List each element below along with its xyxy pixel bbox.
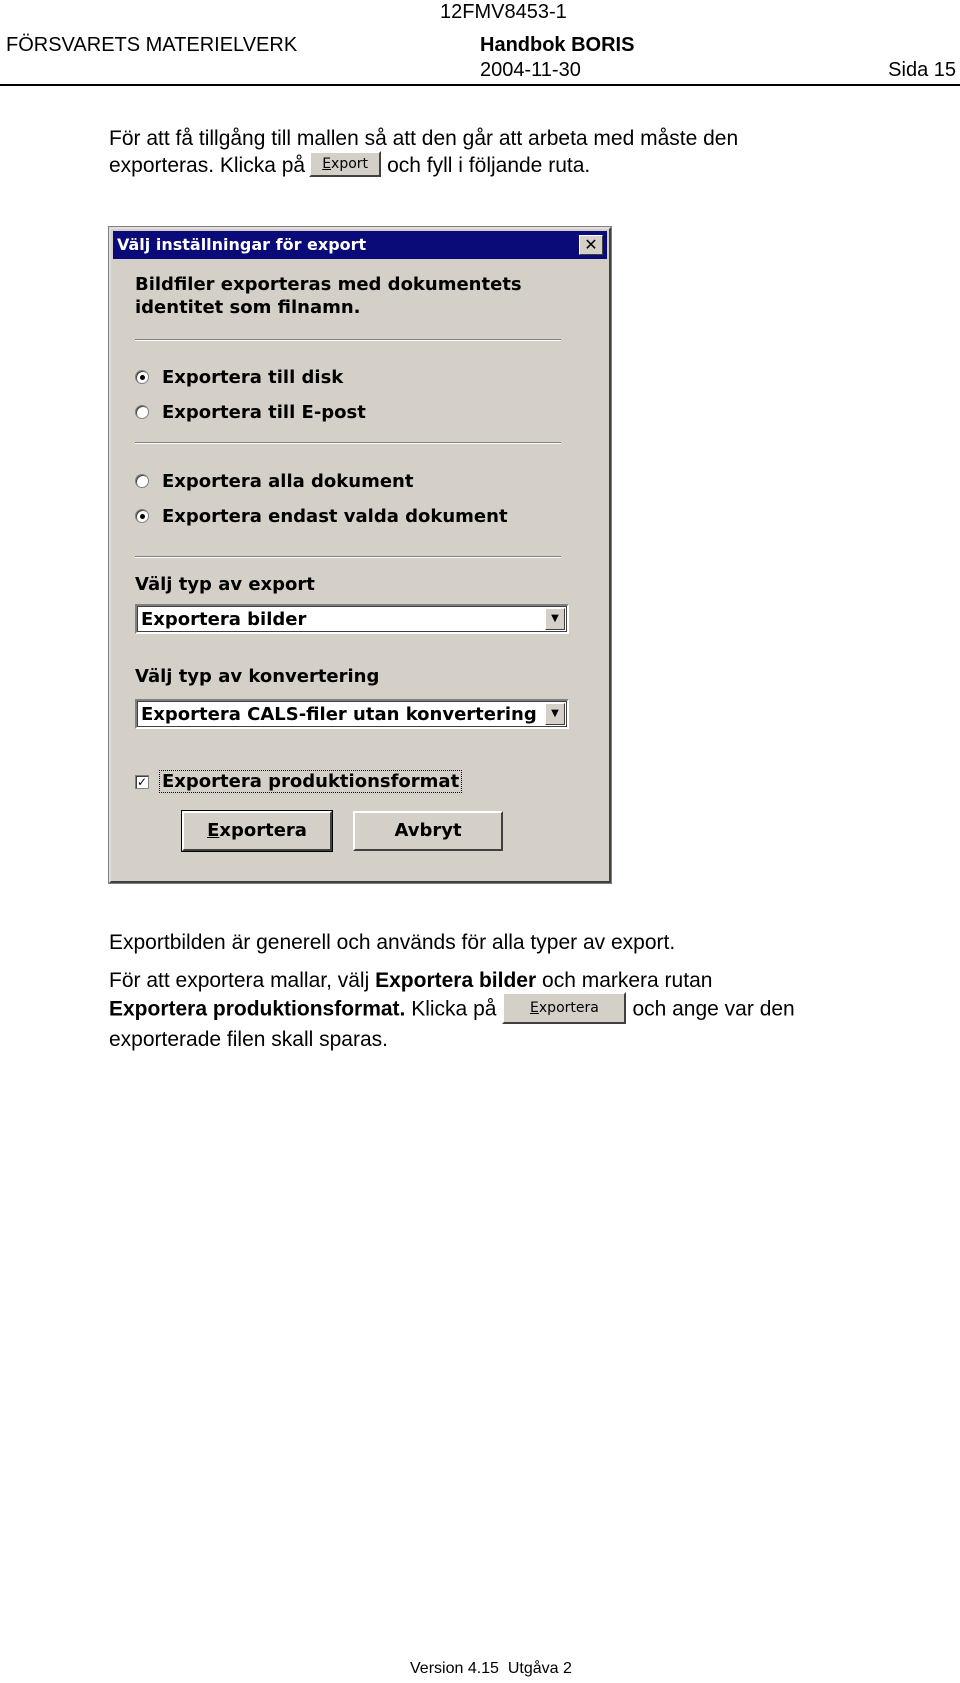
radio-export-to-email[interactable]: [135, 401, 366, 423]
export-type-value: Exportera bilder: [141, 609, 307, 630]
header-rule: [0, 84, 960, 86]
separator: [135, 339, 561, 341]
production-format-checkbox-row[interactable]: [135, 770, 462, 793]
radio-selected-icon[interactable]: [135, 509, 149, 523]
organization-name: FÖRSVARETS MATERIELVERK: [6, 34, 298, 56]
chevron-down-icon[interactable]: ▼: [545, 703, 565, 725]
intro-line-1: För att få tillgång till mallen så att den går att arbeta med måste den: [109, 127, 739, 150]
instructions-line-3: exporterade filen skall sparas.: [109, 1028, 388, 1051]
intro-text-after: och fyll i följande ruta.: [387, 154, 591, 177]
dialog-titlebar: [113, 231, 607, 259]
intro-line-2: [109, 152, 738, 179]
dialog-title: Välj inställningar för export: [117, 235, 367, 254]
instructions-text: Klicka på: [411, 997, 497, 1021]
radio-export-all-documents[interactable]: [135, 470, 413, 492]
radio-label: Exportera till E-post: [162, 401, 366, 423]
radio-selected-icon[interactable]: [135, 370, 149, 384]
instructions-paragraph: [109, 967, 795, 1053]
production-format-label: Exportera produktionsformat: [159, 770, 462, 793]
radio-export-to-disk[interactable]: [135, 366, 343, 388]
separator: [135, 442, 561, 444]
instructions-line-2: [109, 994, 795, 1026]
intro-paragraph: [109, 125, 738, 179]
conversion-type-select[interactable]: [135, 699, 569, 729]
instructions-bold-export-images: Exportera bilder: [375, 969, 537, 992]
export-type-select[interactable]: [135, 604, 569, 634]
instructions-text: och markera rutan: [542, 969, 713, 992]
checkbox-checked-icon[interactable]: ✓: [136, 774, 148, 789]
document-date: 2004-11-30: [480, 59, 581, 81]
instructions-text: För att exportera mallar, välj: [109, 969, 370, 992]
close-icon[interactable]: ✕: [579, 235, 603, 255]
chevron-down-icon[interactable]: ▼: [545, 608, 565, 630]
export-type-label: Välj typ av export: [135, 574, 315, 595]
intro-text-before: exporteras. Klicka på: [109, 154, 306, 177]
radio-unselected-icon[interactable]: [135, 405, 149, 419]
radio-unselected-icon[interactable]: [135, 474, 149, 488]
export-button[interactable]: Exportera: [182, 811, 332, 851]
version-footer: Version 4.15 Utgåva 2: [410, 1660, 572, 1677]
radio-label: Exportera endast valda dokument: [162, 505, 508, 527]
export-settings-dialog: [109, 227, 611, 883]
separator: [135, 556, 561, 558]
conversion-type-label: Välj typ av konvertering: [135, 666, 380, 687]
instructions-bold-production-format: Exportera produktionsformat.: [109, 997, 406, 1021]
cancel-button[interactable]: Avbryt: [353, 811, 503, 851]
radio-export-selected-documents[interactable]: [135, 505, 508, 527]
dialog-info-text: Bildfiler exporteras med dokumentets identitet som filnamn.: [135, 274, 522, 318]
instructions-line-1: [109, 967, 795, 994]
document-number: 12FMV8453-1: [440, 1, 567, 23]
radio-label: Exportera alla dokument: [162, 470, 414, 492]
conversion-type-value: Exportera CALS-filer utan konvertering: [141, 704, 537, 725]
document-title: Handbok BORIS: [480, 34, 635, 56]
export-button-image: Export: [309, 151, 381, 177]
radio-label: Exportera till disk: [162, 366, 344, 388]
exportera-button-image: Exportera: [502, 992, 626, 1024]
instructions-text: och ange var den: [632, 997, 795, 1021]
page-number: Sida 15: [888, 59, 956, 81]
description-line-1: Exportbilden är generell och används för alla typer av export.: [109, 931, 676, 954]
